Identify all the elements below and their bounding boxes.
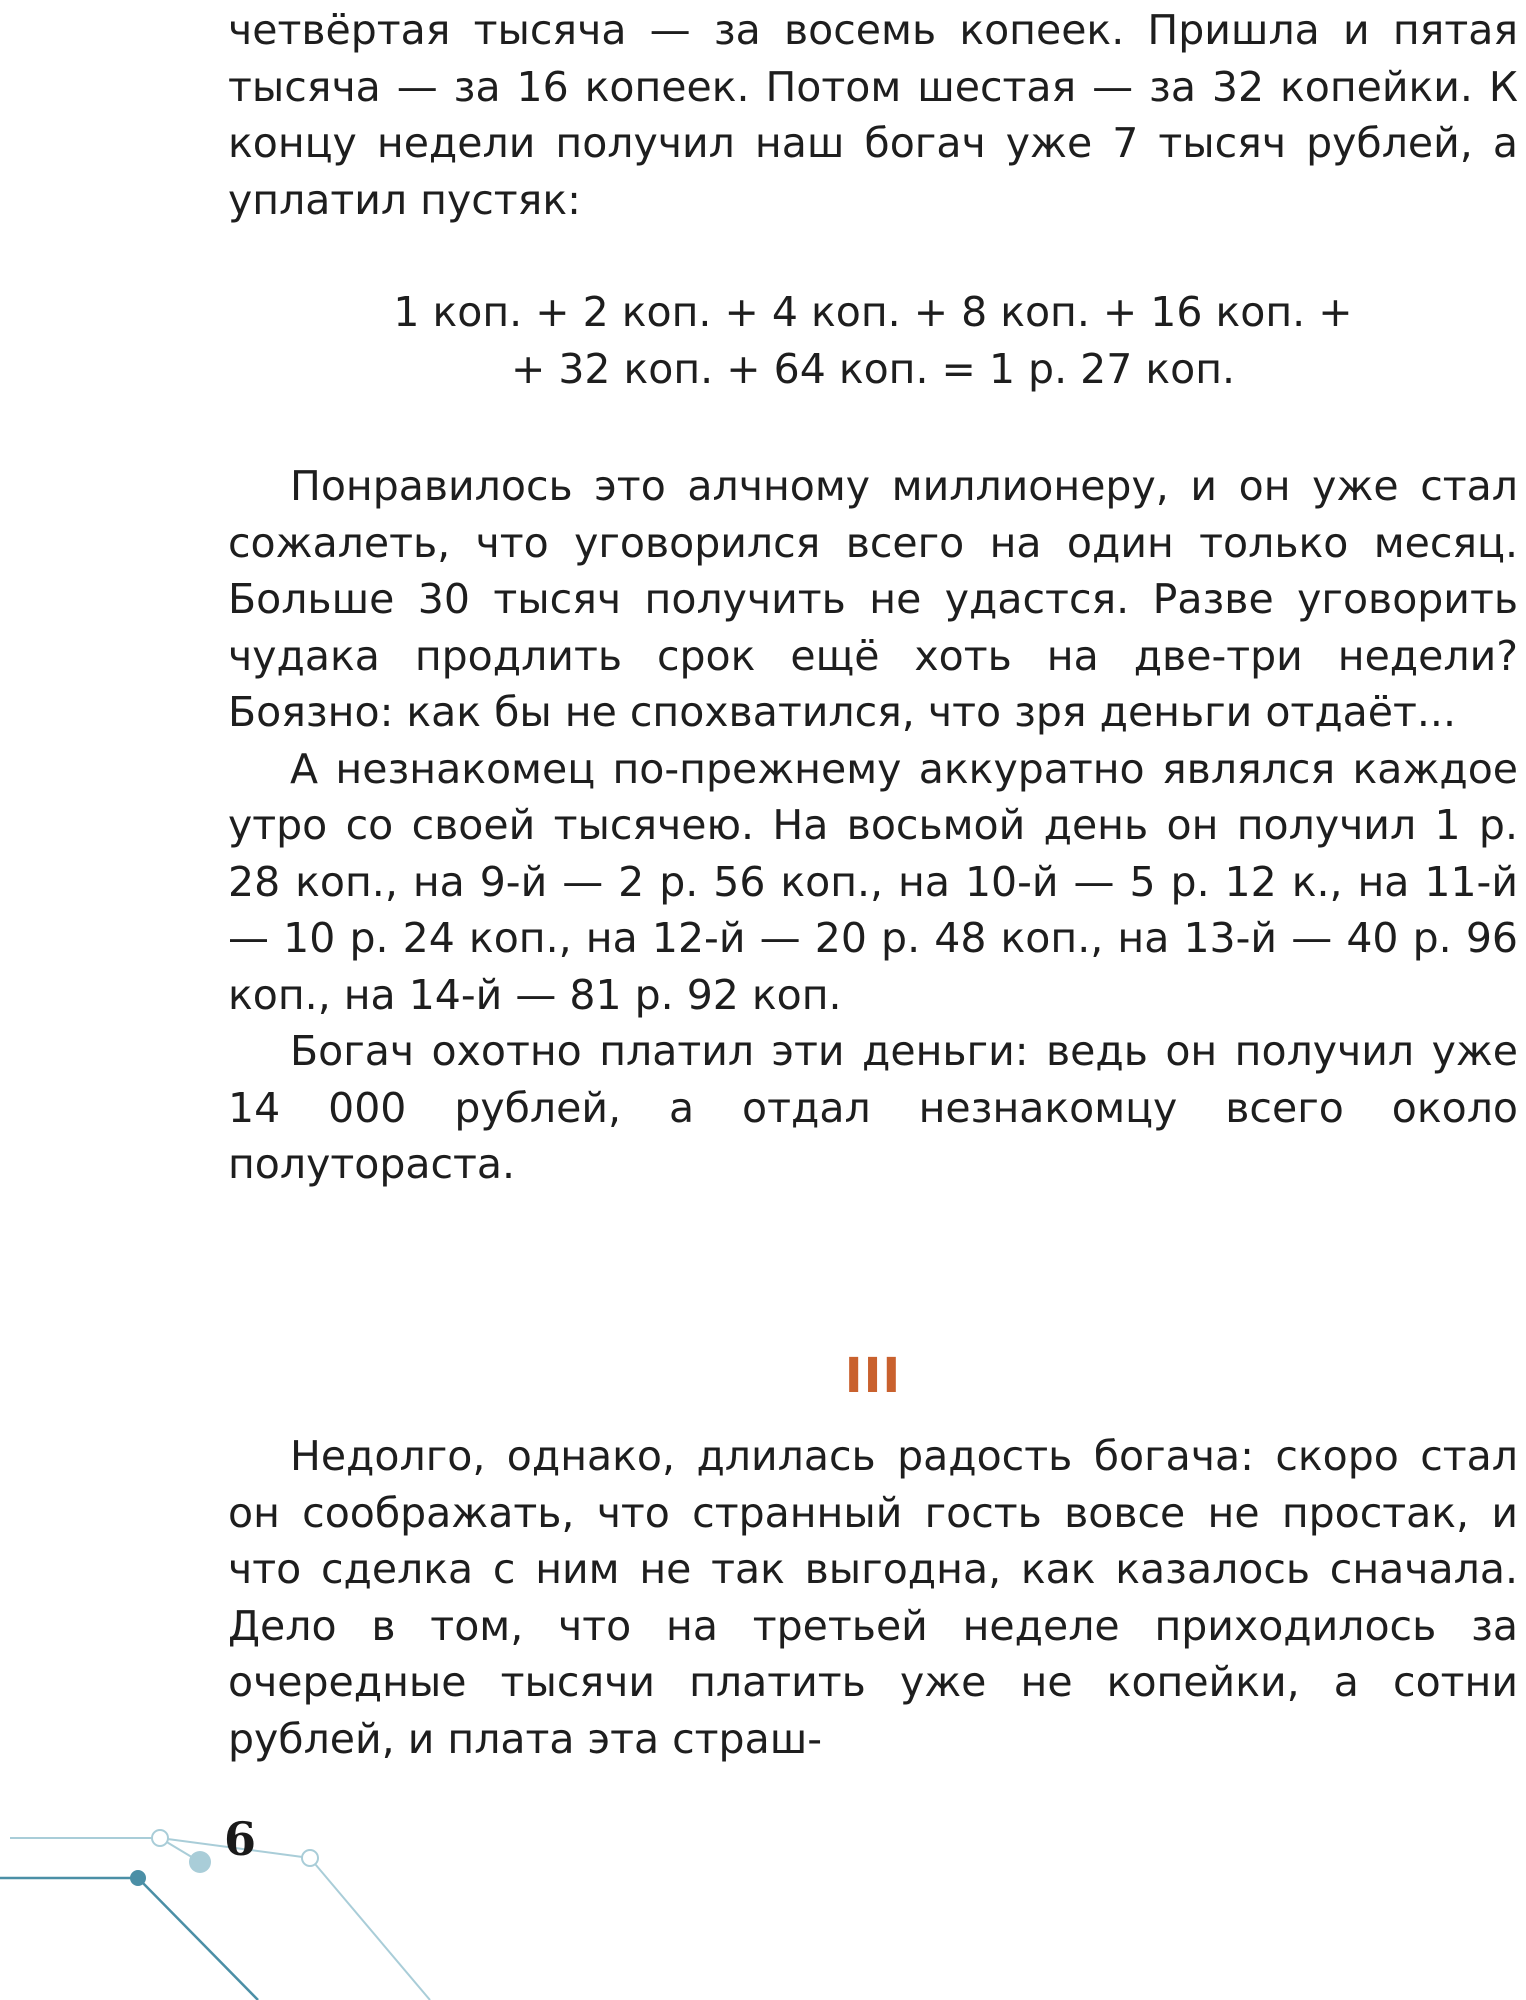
paragraph-millionaire: Понравилось это алчному миллионеру, и он уже стал сожалеть, что уговорился всего на один только месяц. Больше 30 тысяч получить не удастся. Разве уговорить чудака продлить срок ещё хоть на две-три недели? Боязно: как бы не спохватился, что зря деньги отдаёт... xyxy=(228,462,1518,736)
page-number: 6 xyxy=(224,1812,257,1866)
chapter-paragraph xyxy=(228,1428,1518,1767)
intro-text: четвёртая тысяча — за восемь копеек. Пришла и пятая тысяча — за 16 копеек. Потом шестая — за 32 копейки. К концу недели получил наш богач уже 7 тысяч рублей, а уплатил пустяк: xyxy=(228,6,1518,224)
decor-node xyxy=(302,1850,318,1866)
formula-line-2: + 32 коп. + 64 коп. = 1 р. 27 коп. xyxy=(510,345,1236,393)
intro-paragraph xyxy=(228,2,1518,228)
chapter-heading: III xyxy=(844,1348,902,1404)
main-paragraphs xyxy=(228,458,1518,1193)
formula-line-1: 1 коп. + 2 коп. + 4 коп. + 8 коп. + 16 коп. + xyxy=(393,288,1353,336)
decor-node xyxy=(152,1830,168,1846)
decor-node xyxy=(130,1870,146,1886)
sum-formula xyxy=(228,284,1518,398)
paragraph-rich-man: Богач охотно платил эти деньги: ведь он получил уже 14 000 рублей, а отдал незнакомцу всего около полутораста. xyxy=(228,1027,1518,1188)
decor-line xyxy=(310,1858,430,2000)
paragraph-chapter-three: Недолго, однако, длилась радость богача: скоро стал он соображать, что странный гость вовсе не простак, и что сделка с ним не так выгодна, как казалось сначала. Дело в том, что на третьей неделе приходилось за очередные тысячи платить уже не копейки, а сотни рублей, и плата эта страш- xyxy=(228,1432,1518,1763)
decor-line xyxy=(138,1878,258,2000)
paragraph-stranger: А незнакомец по-прежнему аккуратно являлся каждое утро со своей тысячею. На восьмой день он получил 1 р. 28 коп., на 9-й — 2 р. 56 коп., на 10-й — 5 р. 12 к., на 11-й — 10 р. 24 коп., на 12-й — 20 р. 48 коп., на 13-й — 40 р. 96 коп., на 14-й — 81 р. 92 коп. xyxy=(228,744,1518,1019)
decor-node xyxy=(189,1851,211,1873)
